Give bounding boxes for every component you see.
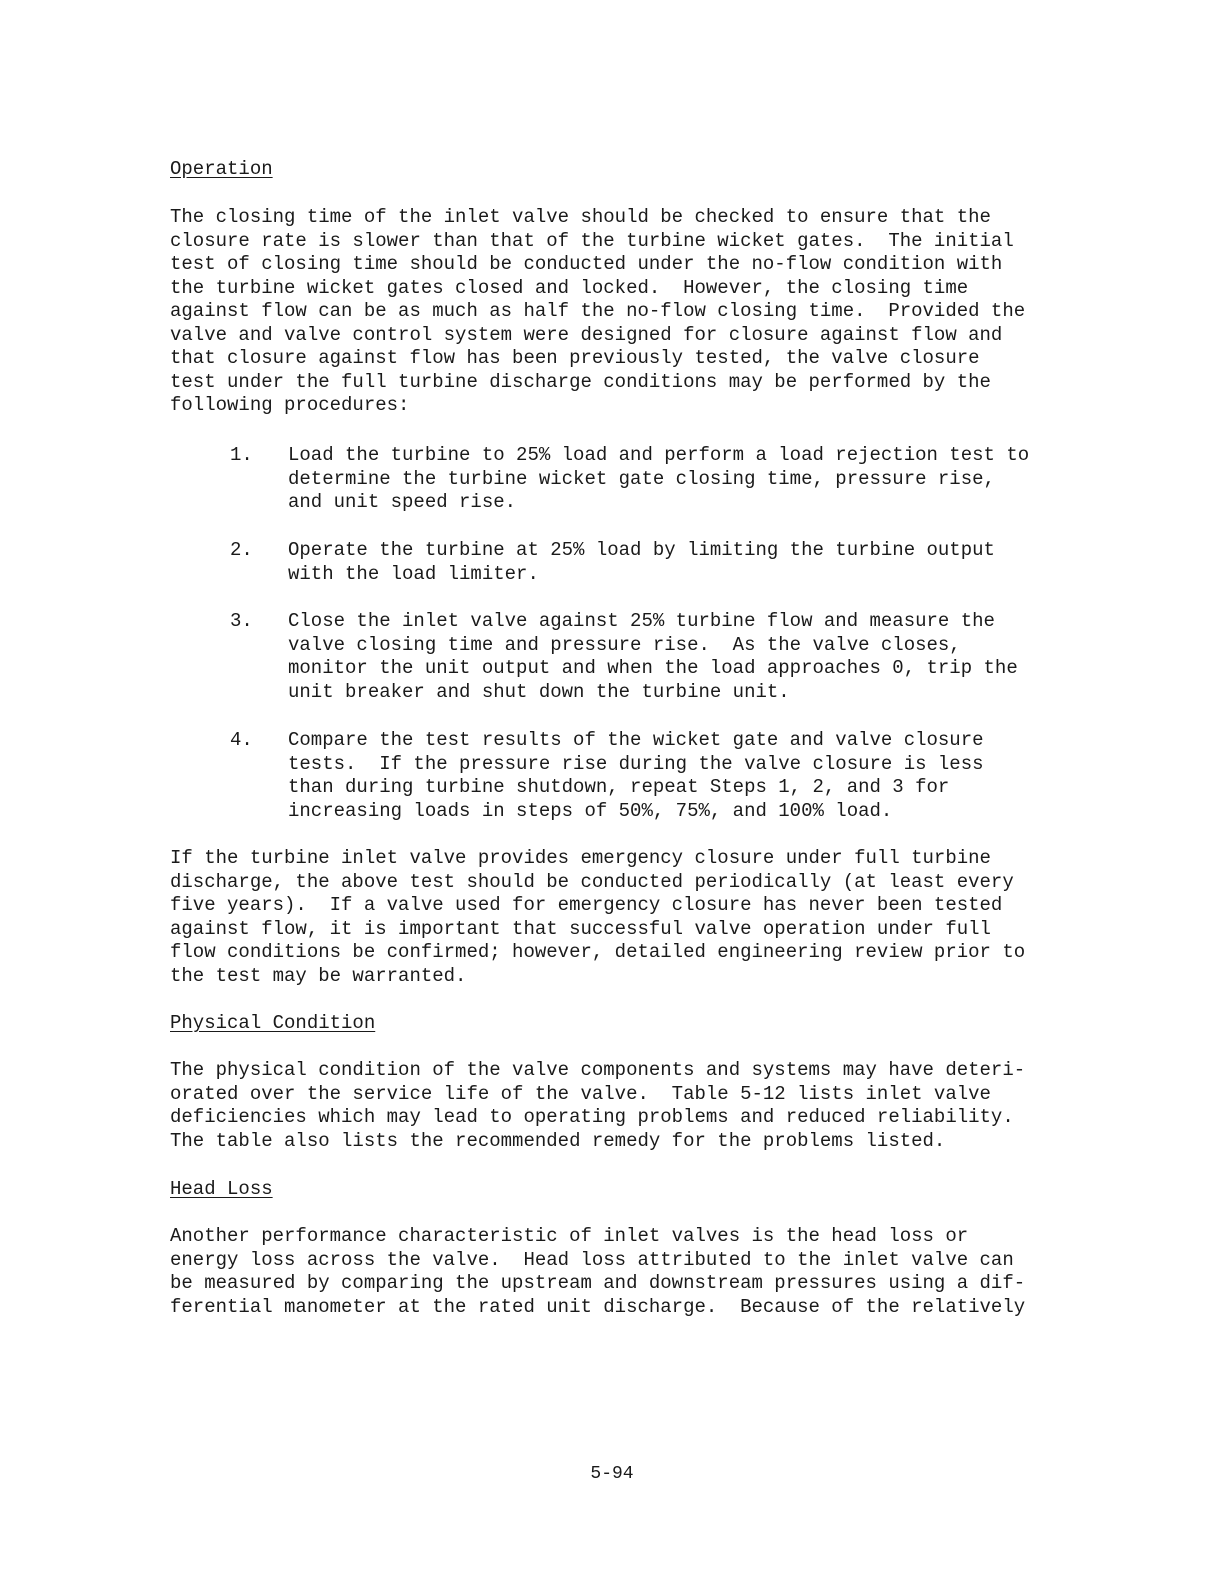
step-text: Compare the test results of the wicket gate and valve closure tests. If the pressure rise during the valve closure is less than during turbine shutdown, repeat Steps 1, 2, and 3 for increasing loads in steps of 50%, 75%, and 100% load. bbox=[288, 729, 984, 822]
page-number: 5-94 bbox=[590, 1464, 634, 1484]
step-text: Operate the turbine at 25% load by limiting the turbine output with the load limiter. bbox=[288, 539, 995, 585]
physical-condition-heading: Physical Condition bbox=[170, 1012, 376, 1034]
operation-closing-paragraph: If the turbine inlet valve provides emergency closure under full turbine discharge, the above test should be conducted periodically (at least every five years). If a valve used for emergency closure has never been tested against flow, it is important that successful valve operation under full flow conditions be confirmed; however, detailed engineering review prior to the test may be warranted. bbox=[170, 847, 1026, 987]
step-number: 3. bbox=[230, 610, 253, 632]
step-number: 2. bbox=[230, 539, 253, 561]
step-text: Close the inlet valve against 25% turbine flow and measure the valve closing time and pressure rise. As the valve closes, monitor the unit output and when the load approaches 0, trip the unit breaker and shut down the turbine unit. bbox=[288, 610, 1018, 703]
step-number: 4. bbox=[230, 729, 253, 751]
step-number: 1. bbox=[230, 444, 253, 466]
head-loss-heading: Head Loss bbox=[170, 1178, 273, 1200]
operation-intro-paragraph: The closing time of the inlet valve should be checked to ensure that the closure rate is slower than that of the turbine wicket gates. The initial test of closing time should be conducted under the no-flow condition with the turbine wicket gates closed and locked. However, the closing time against flow can be as much as half the no-flow closing time. Provided the valve and valve control system were designed for closure against flow and that closure against flow has been previously tested, the valve closure test under the full turbine discharge conditions may be performed by the following procedures: bbox=[170, 206, 1026, 416]
step-text: Load the turbine to 25% load and perform a load rejection test to determine the turbine wicket gate closing time, pressure rise, and unit speed rise. bbox=[288, 444, 1030, 513]
head-loss-paragraph: Another performance characteristic of inlet valves is the head loss or energy loss across the valve. Head loss attributed to the inlet valve can be measured by comparing the upstream and downstream pressures using a dif- ferential manometer at the rated unit discharge. Because of the relatively bbox=[170, 1225, 1026, 1318]
operation-heading: Operation bbox=[170, 158, 273, 180]
physical-condition-paragraph: The physical condition of the valve components and systems may have deteri- orated over the service life of the valve. Table 5-12 lists inlet valve deficiencies which may lead to operating problems and reduced reliability. The table also lists the recommended remedy for the problems listed. bbox=[170, 1059, 1026, 1152]
